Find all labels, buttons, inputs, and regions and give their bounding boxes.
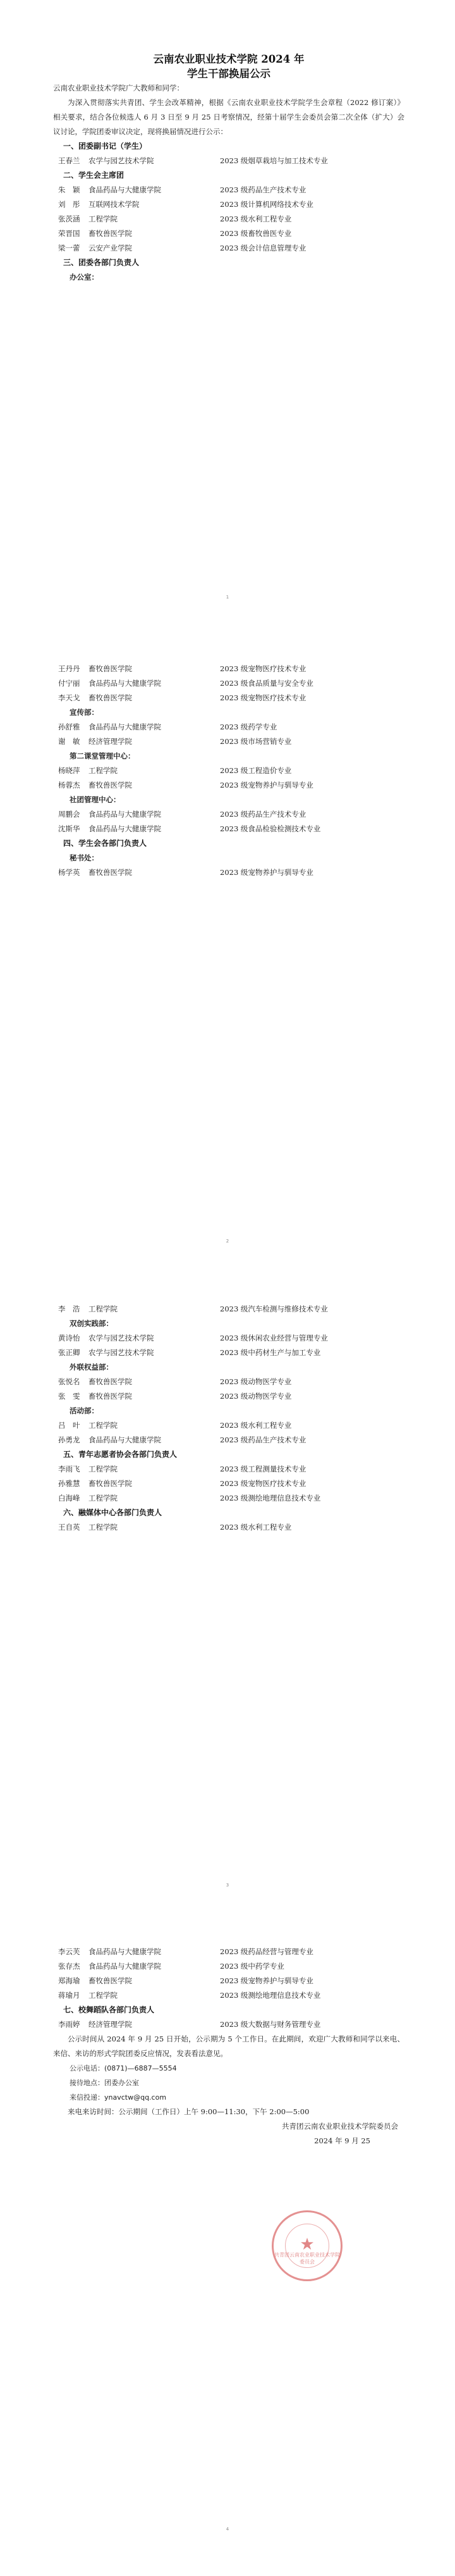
list-item: 李雨婷 经济管理学院 2023 级大数据与财务管理专业 — [58, 2020, 321, 2029]
list-item: 孙舒雅 食品药品与大健康学院 2023 级药学专业 — [58, 722, 277, 731]
section-heading-7: 七、校舞蹈队各部门负责人 — [63, 2005, 155, 2014]
list-item: 张 雯 畜牧兽医学院 2023 级动物医学专业 — [58, 1392, 292, 1401]
list-item: 张存杰 食品药品与大健康学院 2023 级中药学专业 — [58, 1962, 284, 1971]
page-number: 1 — [226, 595, 229, 600]
list-item: 周鹏会 食品药品与大健康学院 2023 级药品生产技术专业 — [58, 810, 306, 819]
document-title-line1: 云南农业职业技术学院 2024 年 — [153, 53, 305, 65]
list-item: 白海峰 工程学院 2023 级测绘地理信息技术专业 — [58, 1494, 321, 1502]
list-item: 张茨涵 工程学院 2023 级水利工程专业 — [58, 214, 292, 223]
page-2-content — [53, 662, 404, 880]
signature-organization: 共青团云南农业职业技术学院委员会 — [282, 2122, 398, 2131]
page-4-content — [53, 1945, 404, 2148]
subheading-innovation: 双创实践部： — [70, 1319, 113, 1328]
list-item: 李 浩 工程学院 2023 级汽车检测与维修技术专业 — [58, 1304, 328, 1313]
list-item: 王丹丹 畜牧兽医学院 2023 级宠物医疗技术专业 — [58, 664, 306, 673]
list-item: 付宁丽 食品药品与大健康学院 2023 级食品质量与安全专业 — [58, 679, 313, 688]
subheading-clubs: 社团管理中心： — [70, 795, 121, 804]
subheading-activities: 活动部： — [70, 1406, 99, 1415]
section-heading-5: 五、青年志愿者协会各部门负责人 — [63, 1450, 178, 1459]
page-1 — [0, 0, 455, 644]
page-2 — [0, 644, 455, 1288]
seal-text: 共青团云南农业职业技术学院委员会 — [274, 2252, 340, 2265]
subheading-office: 办公室： — [70, 273, 99, 282]
page-3-content — [53, 1302, 404, 1535]
publicity-period: 公示时间从 2024 年 9 月 25 日开始，公示期为 5 个工作日。在此期间，欢迎广大教师和同学以来电、来信、来访的形式学院团委反应情况，发表看法意见。 — [53, 2034, 404, 2058]
list-item: 杨学英 畜牧兽医学院 2023 级宠物养护与驯导专业 — [58, 868, 313, 877]
list-item: 黄诗怡 农学与园艺技术学院 2023 级休闲农业经营与管理专业 — [58, 1334, 328, 1342]
list-item: 荣晋国 畜牧兽医学院 2023 级畜牧兽医专业 — [58, 229, 292, 238]
official-seal — [272, 2210, 343, 2281]
list-item: 孙雅慧 畜牧兽医学院 2023 级宠物医疗技术专业 — [58, 1479, 306, 1488]
list-item: 蒋瑜月 工程学院 2023 级测绘地理信息技术专业 — [58, 1991, 321, 2000]
subheading-second-classroom: 第二课堂管理中心： — [70, 752, 135, 760]
greeting: 云南农业职业技术学院广大教师和同学： — [53, 84, 184, 92]
list-item: 杨晓萍 工程学院 2023 级工程造价专业 — [58, 766, 292, 775]
list-item: 沈斯华 食品药品与大健康学院 2023 级食品检验检测技术专业 — [58, 824, 321, 833]
document-title-line2: 学生干部换届公示 — [187, 68, 270, 80]
section-heading-2: 二、学生会主席团 — [63, 171, 124, 180]
page-4 — [0, 1932, 455, 2576]
list-item: 王自英 工程学院 2023 级水利工程专业 — [58, 1523, 292, 1532]
page-3 — [0, 1288, 455, 1932]
list-item: 杨蓉杰 畜牧兽医学院 2023 级宠物养护与驯导专业 — [58, 781, 313, 790]
page-number: 4 — [226, 2527, 229, 2532]
list-item: 朱 颖 食品药品与大健康学院 2023 级药品生产技术专业 — [58, 185, 306, 194]
section-heading-3: 三、团委各部门负责人 — [63, 258, 140, 267]
contact-email[interactable]: 来信投递：ynavctw@qq.com — [70, 2093, 167, 2102]
intro-paragraph: 为深入贯彻落实共青团、学生会改革精神，根据《云南农业职业技术学院学生会章程（2022 修订案）》相关要求，结合各位候选人 6 月 3 日至 9 月 25 日考察情况，经第十届学生会委员会第二次全体（扩大）会议讨论，学院团委审议决定，现将换届情况进行公示： — [53, 98, 404, 136]
list-item: 梁一蕾 云安产业学院 2023 级会计信息管理专业 — [58, 244, 306, 252]
list-item: 谢 敏 经济管理学院 2023 级市场营销专业 — [58, 737, 292, 746]
subheading-publicity: 宣传部： — [70, 708, 99, 717]
visiting-hours: 来电来访时间：公示期间（工作日）上午 9:00—11:30，下午 2:00—5:00 — [68, 2107, 310, 2116]
list-item: 刘 彤 互联网技术学院 2023 级计算机网络技术专业 — [58, 200, 313, 209]
list-item: 王春兰 农学与园艺技术学院 2023 级烟草栽培与加工技术专业 — [58, 156, 328, 165]
seal-star-icon: ★ — [300, 2235, 315, 2254]
section-heading-6: 六、融媒体中心各部门负责人 — [63, 1508, 162, 1517]
subheading-external-relations: 外联权益部： — [70, 1363, 113, 1372]
list-item: 李天戈 畜牧兽医学院 2023 级宠物医疗技术专业 — [58, 693, 306, 702]
page-number: 2 — [226, 1239, 229, 1244]
subheading-secretariat: 秘书处： — [70, 853, 99, 862]
list-item: 李雨飞 工程学院 2023 级工程测量技术专业 — [58, 1464, 306, 1473]
list-item: 张正卿 农学与园艺技术学院 2023 级中药材生产与加工专业 — [58, 1348, 321, 1357]
list-item: 郑海瑜 畜牧兽医学院 2023 级宠物养护与驯导专业 — [58, 1976, 313, 1985]
signature-date: 2024 年 9 月 25 — [314, 2136, 370, 2145]
page-number: 3 — [226, 1883, 229, 1888]
list-item: 李云芙 食品药品与大健康学院 2023 级药品经营与管理专业 — [58, 1947, 313, 1956]
reception-location: 接待地点：团委办公室 — [70, 2079, 139, 2087]
list-item: 吕 叶 工程学院 2023 级水利工程专业 — [58, 1421, 292, 1430]
contact-phone: 公示电话：(0871)—6887—5554 — [70, 2064, 177, 2072]
page-1-content — [53, 52, 404, 285]
list-item: 张悦名 畜牧兽医学院 2023 级动物医学专业 — [58, 1377, 292, 1386]
section-heading-4: 四、学生会各部门负责人 — [63, 839, 147, 848]
list-item: 孙勇龙 食品药品与大健康学院 2023 级药品生产技术专业 — [58, 1435, 306, 1444]
section-heading-1: 一、团委副书记（学生） — [63, 142, 147, 151]
